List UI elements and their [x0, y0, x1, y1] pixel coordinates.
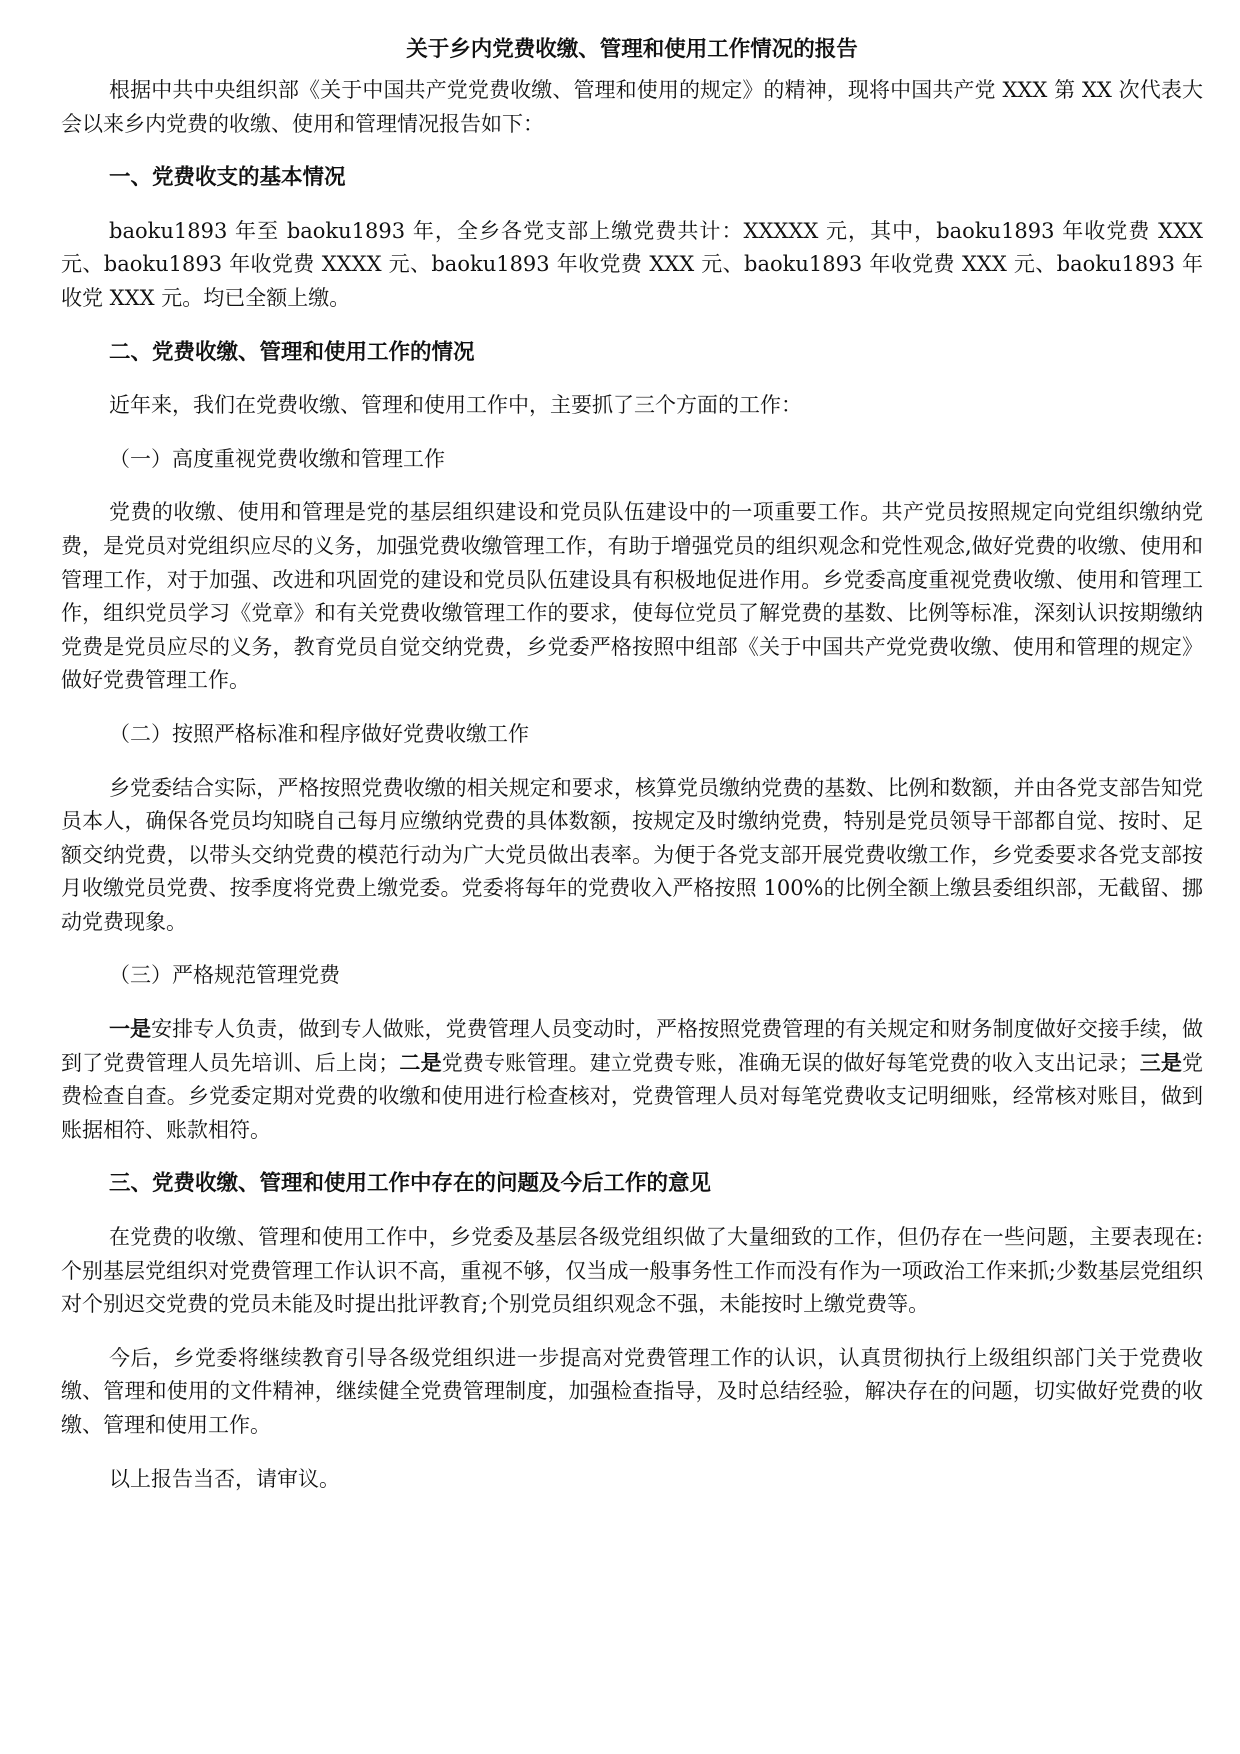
section-3-paragraph-2: 今后，乡党委将继续教育引导各级党组织进一步提高对党费管理工作的认识，认真贯彻执行上级组织部门关于党费收缴、管理和使用的文件精神，继续健全党费管理制度，加强检查指导，及时总结经验，解决存在的问题，切实做好党费的收缴、管理和使用工作。: [61, 1345, 1203, 1437]
section-3-heading: 三、党费收缴、管理和使用工作中存在的问题及今后工作的意见: [109, 1171, 712, 1197]
section-1-paragraph: baoku1893 年至 baoku1893 年，全乡各党支部上缴党费共计：XXXXX 元，其中，baoku1893 年收党费 XXX 元、baoku1893 年收党费 XXXX 元、baoku1893 年收党费 XXX 元、baoku1893 年收党费 XXX 元、baoku1893 年收党 XXX 元。均已全额上缴。: [61, 218, 1203, 310]
section-2-heading: 二、党费收缴、管理和使用工作的情况: [109, 339, 475, 365]
closing-line: 以上报告当否，请审议。: [109, 1466, 340, 1491]
subsection-3-text-2: 党费专账管理。建立党费专账，准确无误的做好每笔党费的收入支出记录；: [441, 1050, 1140, 1075]
lead-marker-1: 一是: [109, 1017, 152, 1042]
section-2-intro: 近年来，我们在党费收缴、管理和使用工作中，主要抓了三个方面的工作：: [109, 393, 802, 418]
subsection-3-text-3: 党费检查自查。乡党委定期对党费的收缴和使用进行检查核对，党费管理人员对每笔党费收支记明细账，经常核对账目，做到账据相符、账款相符。: [61, 1050, 1203, 1142]
intro-paragraph: 根据中共中央组织部《关于中国共产党党费收缴、管理和使用的规定》的精神，现将中国共产党 XXX 第 XX 次代表大会以来乡内党费的收缴、使用和管理情况报告如下：: [61, 78, 1203, 136]
subsection-2-heading: （二）按照严格标准和程序做好党费收缴工作: [109, 721, 529, 746]
document-title: 关于乡内党费收缴、管理和使用工作情况的报告: [406, 37, 858, 62]
section-3-paragraph-1: 在党费的收缴、管理和使用工作中，乡党委及基层各级党组织做了大量细致的工作，但仍存在一些问题，主要表现在:个别基层党组织对党费管理工作认识不高，重视不够，仅当成一般事务性工作而没有作为一项政治工作来抓;少数基层党组织对个别迟交党费的党员未能及时提出批评教育;个别党员组织观念不强，未能按时上缴党费等。: [61, 1225, 1203, 1317]
lead-marker-2: 二是: [399, 1050, 442, 1075]
section-1-heading: 一、党费收支的基本情况: [109, 165, 346, 191]
lead-marker-3: 三是: [1139, 1050, 1182, 1075]
subsection-1-heading: （一）高度重视党费收缴和管理工作: [109, 446, 445, 471]
document-body: [61, 34, 1203, 1496]
subsection-3-text-1: 安排专人负责，做到专人做账，党费管理人员变动时，严格按照党费管理的有关规定和财务制度做好交接手续，做到了党费管理人员先培训、后上岗；: [61, 1017, 1204, 1075]
subsection-1-paragraph: 党费的收缴、使用和管理是党的基层组织建设和党员队伍建设中的一项重要工作。共产党员按照规定向党组织缴纳党费，是党员对党组织应尽的义务，加强党费收缴管理工作，有助于增强党员的组织观念和党性观念,做好党费的收缴、使用和管理工作，对于加强、改进和巩固党的建设和党员队伍建设具有积极地促进作用。乡党委高度重视党费收缴、使用和管理工作，组织党员学习《党章》和有关党费收缴管理工作的要求，使每位党员了解党费的基数、比例等标准，深刻认识按期缴纳党费是党员应尽的义务，教育党员自觉交纳党费，乡党委严格按照中组部《关于中国共产党党费收缴、使用和管理的规定》做好党费管理工作。: [61, 500, 1203, 693]
subsection-3-paragraph: [61, 1013, 1203, 1147]
subsection-2-paragraph: 乡党委结合实际，严格按照党费收缴的相关规定和要求，核算党员缴纳党费的基数、比例和数额，并由各党支部告知党员本人，确保各党员均知晓自己每月应缴纳党费的具体数额，按规定及时缴纳党费，特别是党员领导干部都自觉、按时、足额交纳党费，以带头交纳党费的模范行动为广大党员做出表率。为便于各党支部开展党费收缴工作，乡党委要求各党支部按月收缴党员党费、按季度将党费上缴党委。党委将每年的党费收入严格按照 100%的比例全额上缴县委组织部，无截留、挪动党费现象。: [61, 775, 1203, 934]
subsection-3-heading: （三）严格规范管理党费: [109, 963, 340, 988]
